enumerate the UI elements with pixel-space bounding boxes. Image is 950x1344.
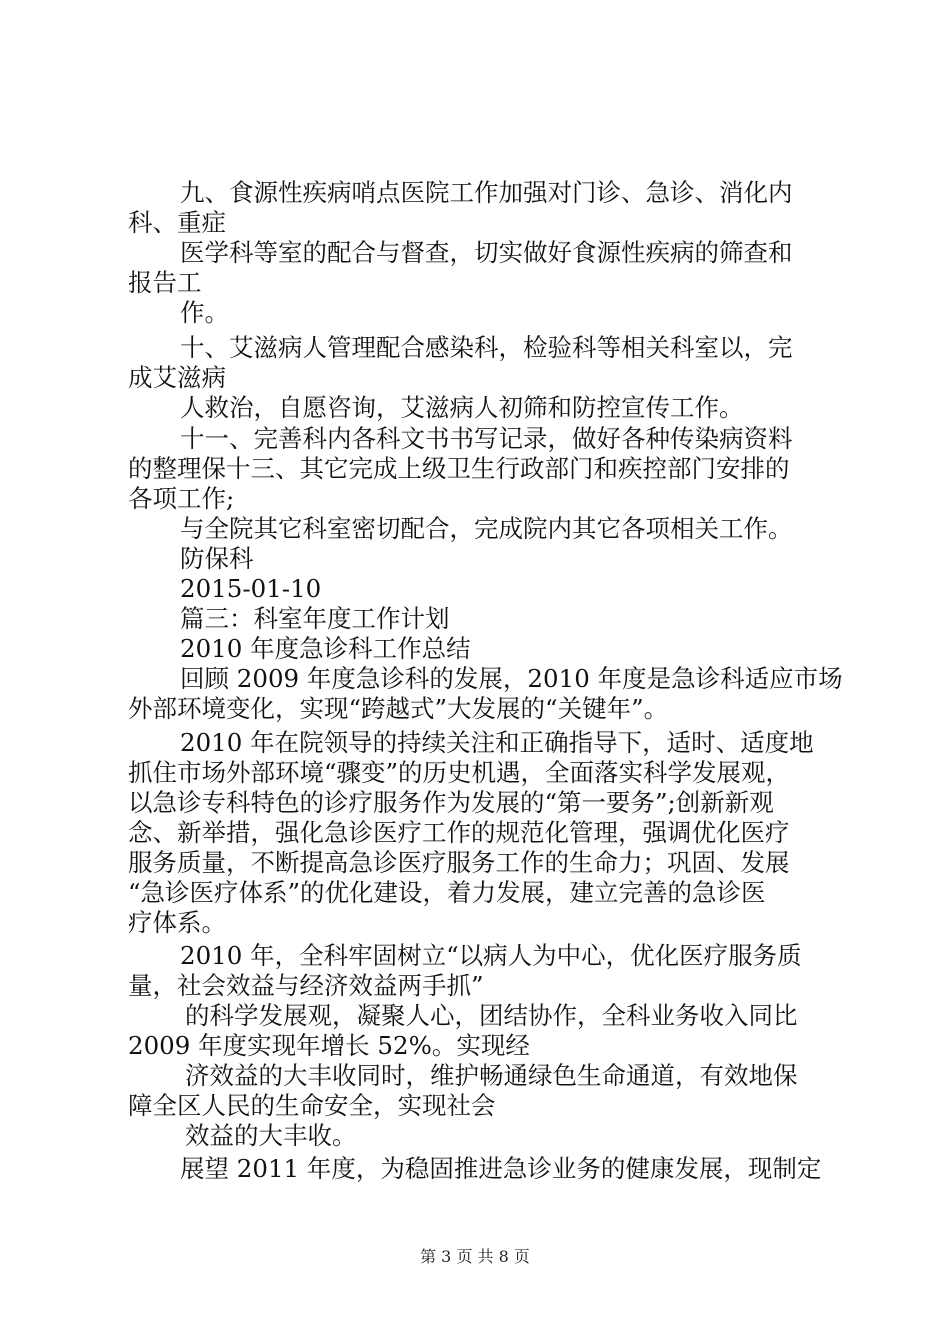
text-line: 报告工 xyxy=(128,268,202,297)
text-line: 人救治，自愿咨询，艾滋病人初筛和防控宣传工作。 xyxy=(180,393,744,422)
section-heading: 篇三：科室年度工作计划 xyxy=(180,604,450,633)
text-line: 外部环境变化，实现“跨越式”大发展的“关键年”。 xyxy=(128,694,669,723)
text-line: 成艾滋病 xyxy=(128,363,226,392)
text-line: 疗体系。 xyxy=(128,908,226,937)
text-line: 2010 年在院领导的持续关注和正确指导下，适时、适度地 xyxy=(180,728,814,757)
text-line: 十一、完善科内各科文书书写记录，做好各种传染病资料 xyxy=(180,424,793,453)
signature-date: 2015-01-10 xyxy=(180,574,322,603)
text-line: 抓住市场外部环境“骤变”的历史机遇，全面落实科学发展观， xyxy=(128,758,791,787)
text-line: 2009 年度实现年增长 52%。实现经 xyxy=(128,1031,530,1060)
text-line: 效益的大丰收。 xyxy=(185,1121,357,1150)
text-line: 回顾 2009 年度急诊科的发展，2010 年度是急诊科适应市场 xyxy=(180,664,843,693)
text-line: 九、食源性疾病哨点医院工作加强对门诊、急诊、消化内 xyxy=(180,178,793,207)
text-line: 展望 2011 年度，为稳固推进急诊业务的健康发展，现制定 xyxy=(180,1154,822,1183)
text-line: 以急诊专科特色的诊疗服务作为发展的“第一要务”;创新新观 xyxy=(128,788,774,817)
text-line: 与全院其它科室密切配合，完成院内其它各项相关工作。 xyxy=(180,514,793,543)
document-title: 2010 年度急诊科工作总结 xyxy=(180,634,471,663)
text-line: 量，社会效益与经济效益两手抓” xyxy=(128,971,484,1000)
text-line: 服务质量，不断提高急诊医疗服务工作的生命力；巩固、发展 xyxy=(128,848,790,877)
text-line: 2010 年，全科牢固树立“以病人为中心，优化医疗服务质 xyxy=(180,941,802,970)
text-line: 障全区人民的生命安全，实现社会 xyxy=(128,1091,496,1120)
text-line: 济效益的大丰收同时，维护畅通绿色生命通道，有效地保 xyxy=(185,1061,798,1090)
text-line: 的科学发展观，凝聚人心，团结协作，全科业务收入同比 xyxy=(185,1001,798,1030)
text-line: 医学科等室的配合与督查，切实做好食源性疾病的筛查和 xyxy=(180,238,793,267)
text-line: 十、艾滋病人管理配合感染科，检验科等相关科室以，完 xyxy=(180,333,793,362)
page-footer: 第 3 页 共 8 页 xyxy=(420,1247,530,1266)
text-line: 的整理保十三、其它完成上级卫生行政部门和疾控部门安排的 xyxy=(128,454,790,483)
text-line: “急诊医疗体系”的优化建设，着力发展，建立完善的急诊医 xyxy=(128,878,766,907)
text-line: 各项工作; xyxy=(128,484,235,513)
text-line: 作。 xyxy=(180,298,229,327)
signature-department: 防保科 xyxy=(180,544,254,573)
text-line: 念、新举措，强化急诊医疗工作的规范化管理，强调优化医疗 xyxy=(128,818,790,847)
text-line: 科、重症 xyxy=(128,208,226,237)
